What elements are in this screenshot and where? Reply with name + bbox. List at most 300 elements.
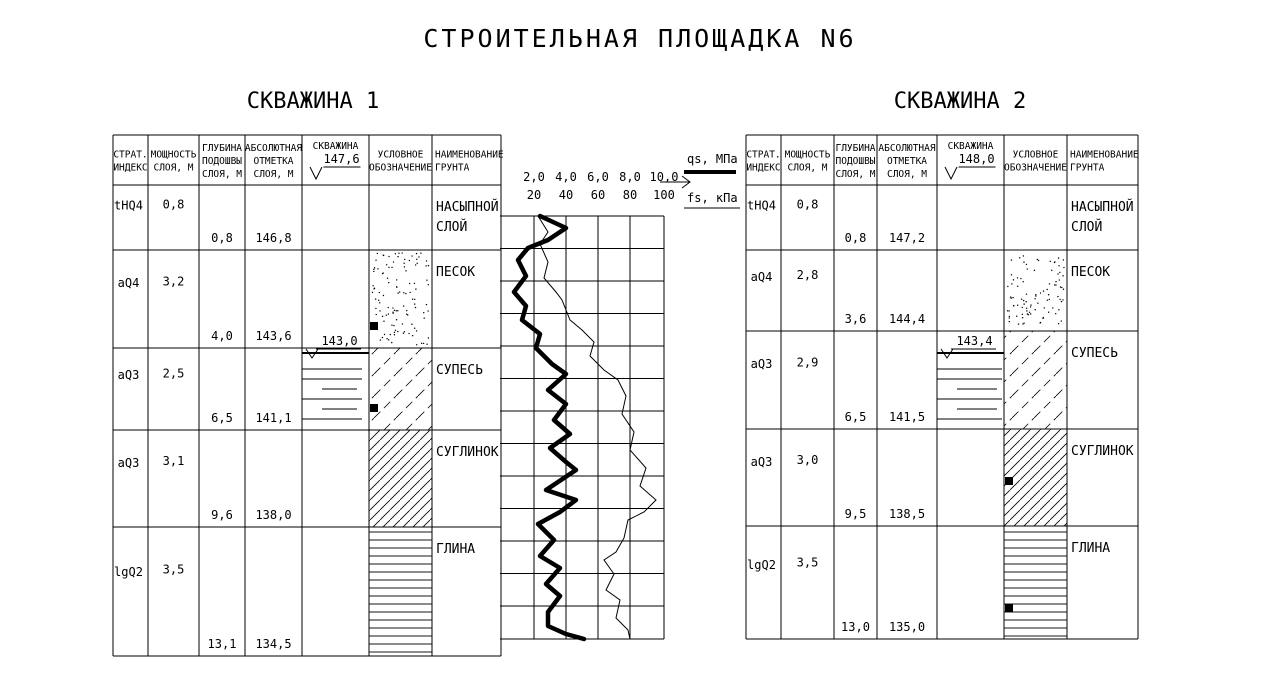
layer-bottom-depth: 6,5 — [844, 410, 867, 424]
sand-dot — [375, 298, 376, 299]
sand-dot — [397, 331, 398, 332]
sand-dot — [391, 324, 392, 325]
sand-dot — [388, 256, 389, 257]
sand-dot — [1020, 278, 1021, 279]
header-thickness: СЛОЯ, М — [787, 162, 828, 174]
sand-dot — [394, 310, 395, 311]
sand-dot — [414, 299, 415, 300]
header-thickness: МОЩНОСТЬ — [150, 149, 197, 161]
sand-dot — [387, 278, 388, 279]
sand-dot — [1061, 301, 1062, 302]
qs-tick-label: 4,0 — [555, 170, 577, 184]
sand-dot — [1061, 287, 1062, 288]
sand-dot — [1055, 284, 1056, 285]
sand-dot — [1059, 299, 1060, 300]
sand-dot — [1018, 323, 1019, 324]
sand-dot — [1026, 308, 1027, 309]
layer-bottom-elevation: 146,8 — [255, 231, 292, 245]
sand-dot — [388, 313, 389, 314]
layer-bottom-elevation: 143,6 — [255, 329, 292, 343]
soil-name: СЛОЙ — [1071, 220, 1103, 235]
sand-dot — [1043, 317, 1044, 318]
sand-dot — [405, 270, 406, 271]
sand-dot — [1016, 316, 1017, 317]
header-symbol: ОБОЗНАЧЕНИЕ — [1004, 162, 1067, 174]
strat-index: tHQ4 — [114, 198, 143, 213]
sand-dot — [393, 261, 394, 262]
soil-name: СУГЛИНОК — [436, 445, 499, 460]
sand-dot — [380, 339, 381, 340]
strat-index: tHQ4 — [747, 198, 776, 213]
layer-thickness: 3,5 — [162, 562, 185, 577]
qs-tick-label: 8,0 — [619, 170, 641, 184]
sand-dot — [1029, 312, 1030, 313]
sand-dot — [1011, 274, 1012, 275]
sand-dot — [1023, 281, 1024, 282]
header-symbol: УСЛОВНОЕ — [377, 149, 424, 161]
header-strat: СТРАТ. — [746, 149, 781, 161]
sand-dot — [1022, 317, 1023, 318]
sand-dot — [1013, 305, 1014, 306]
sand-dot — [1058, 323, 1059, 324]
sand-dot — [1007, 310, 1008, 311]
sand-dot — [396, 279, 397, 280]
sand-dot — [1026, 264, 1027, 265]
header-depth: СЛОЯ, М — [201, 169, 243, 180]
layer-thickness: 2,8 — [796, 268, 819, 283]
sand-dot — [1009, 317, 1010, 318]
fs-tick-label: 40 — [558, 188, 574, 202]
layer-thickness: 0,8 — [162, 197, 185, 212]
sand-dot — [1047, 299, 1048, 300]
wellhead-elevation: 147,6 — [323, 152, 360, 166]
header-soil: НАИМЕНОВАНИЕ — [435, 149, 504, 161]
sand-dot — [415, 307, 416, 308]
fs-tick-label: 80 — [622, 188, 638, 202]
sand-dot — [383, 255, 384, 256]
sand-dot — [1061, 320, 1062, 321]
header-symbol: ОБОЗНАЧЕНИЕ — [369, 162, 432, 174]
sand-dot — [377, 268, 378, 269]
sand-dot — [396, 319, 397, 320]
sand-pattern — [372, 252, 429, 345]
soil-name: ПЕСОК — [1071, 265, 1111, 280]
sand-dot — [404, 259, 405, 260]
sand-dot — [386, 264, 387, 265]
sand-dot — [383, 321, 384, 322]
sand-dot — [426, 304, 427, 305]
header-depth: ПОДОШВЫ — [201, 156, 243, 167]
sand-dot — [1059, 272, 1060, 273]
strat-index: aQ3 — [117, 368, 140, 383]
sand-dot — [421, 343, 422, 344]
strat-index: aQ3 — [750, 357, 773, 372]
sand-dot — [426, 260, 427, 261]
sand-dot — [372, 292, 373, 293]
fs-tick-label: 100 — [653, 188, 675, 202]
sand-dot — [426, 344, 427, 345]
sand-dot — [426, 279, 427, 280]
layer-thickness: 3,1 — [162, 453, 185, 468]
strat-index: aQ3 — [750, 454, 773, 469]
layer-bottom-depth: 0,8 — [211, 231, 233, 245]
soil-name: ГЛИНА — [436, 542, 476, 557]
sand-dot — [1023, 261, 1024, 262]
sand-dot — [414, 303, 415, 304]
borehole-title: СКВАЖИНА 1 — [246, 89, 380, 114]
strat-index: aQ3 — [117, 455, 140, 470]
header-strat: ИНДЕКС — [746, 162, 781, 174]
sand-dot — [1017, 286, 1018, 287]
sand-dot — [428, 284, 429, 285]
sand-dot — [392, 312, 393, 313]
sand-dot — [399, 291, 400, 292]
sand-dot — [1012, 297, 1013, 298]
sand-dot — [1054, 284, 1055, 285]
header-strat: СТРАТ. — [113, 149, 148, 161]
sand-dot — [1021, 299, 1022, 300]
sand-dot — [1049, 283, 1050, 284]
sand-dot — [383, 295, 384, 296]
sample-marker-icon — [370, 404, 378, 412]
layer-bottom-depth: 13,1 — [207, 637, 237, 651]
sand-dot — [377, 253, 378, 254]
sand-dot — [414, 283, 415, 284]
sand-dot — [1043, 290, 1044, 291]
strat-index: lgQ2 — [747, 557, 776, 572]
wellhead-elevation: 148,0 — [958, 152, 995, 166]
clay-pattern — [1004, 526, 1067, 639]
header-soil: НАИМЕНОВАНИЕ — [1070, 149, 1139, 161]
sand-dot — [393, 325, 394, 326]
sand-dot — [1048, 312, 1049, 313]
layer-bottom-elevation: 141,5 — [888, 410, 926, 424]
sand-dot — [378, 300, 379, 301]
sand-dot — [1037, 302, 1038, 303]
sand-dot — [1054, 262, 1055, 263]
layer-bottom-depth: 3,6 — [844, 312, 867, 326]
water-level-elevation: 143,4 — [956, 334, 993, 348]
qs-tick-label: 6,0 — [587, 170, 609, 184]
sand-dot — [1009, 316, 1010, 317]
sand-dot — [392, 307, 393, 308]
layer-bottom-elevation: 147,2 — [888, 231, 926, 245]
sandyloam-pattern — [369, 348, 432, 430]
sand-dot — [398, 252, 399, 253]
sand-dot — [1049, 299, 1050, 300]
wellhead-triangle-icon — [945, 167, 957, 179]
sand-dot — [391, 342, 392, 343]
sand-dot — [423, 312, 424, 313]
page-title: СТРОИТЕЛЬНАЯ ПЛОЩАДКА N6 — [423, 24, 857, 53]
layer-thickness: 0,8 — [796, 197, 819, 212]
sand-dot — [415, 264, 416, 265]
loam-pattern — [1004, 429, 1067, 526]
layer-bottom-elevation: 134,5 — [255, 637, 292, 651]
header-soil: ГРУНТА — [435, 162, 470, 174]
sand-dot — [403, 292, 404, 293]
layer-thickness: 3,0 — [796, 452, 819, 467]
header-elevation: АБСОЛЮТНАЯ — [878, 143, 936, 154]
fs-tick-label: 60 — [590, 188, 606, 202]
sand-dot — [375, 314, 376, 315]
qs-cone-resistance-curve — [514, 216, 584, 639]
header-well: СКВАЖИНА — [947, 141, 994, 152]
sand-dot — [411, 255, 412, 256]
header-elevation: ОТМЕТКА — [253, 156, 294, 167]
sample-marker-icon — [370, 322, 378, 330]
sand-dot — [1038, 260, 1039, 261]
header-elevation: СЛОЯ, М — [253, 169, 294, 180]
sand-dot — [1063, 289, 1064, 290]
sand-dot — [379, 302, 380, 303]
sand-dot — [1058, 265, 1059, 266]
sand-dot — [425, 265, 426, 266]
sand-dot — [1009, 321, 1010, 322]
header-symbol: УСЛОВНОЕ — [1012, 149, 1059, 161]
sand-dot — [416, 263, 417, 264]
sand-dot — [388, 282, 389, 283]
sand-dot — [420, 252, 421, 253]
sand-dot — [397, 256, 398, 257]
sand-pattern — [1007, 255, 1065, 325]
sand-dot — [406, 314, 407, 315]
qs-tick-label: 2,0 — [523, 170, 545, 184]
sand-dot — [1063, 267, 1064, 268]
strat-index: lgQ2 — [114, 565, 143, 580]
sand-dot — [375, 308, 376, 309]
sand-dot — [1008, 310, 1009, 311]
sand-dot — [408, 333, 409, 334]
layer-bottom-depth: 9,6 — [211, 508, 233, 522]
sand-dot — [409, 283, 410, 284]
sand-dot — [1023, 300, 1024, 301]
soil-name: СУГЛИНОК — [1071, 444, 1134, 459]
borehole-1-log — [113, 89, 504, 656]
sand-dot — [373, 288, 374, 289]
sand-dot — [1050, 261, 1051, 262]
sample-marker-icon — [1005, 604, 1013, 612]
sand-dot — [1048, 294, 1049, 295]
sand-dot — [388, 339, 389, 340]
sand-dot — [415, 288, 416, 289]
sand-dot — [414, 328, 415, 329]
header-elevation: АБСОЛЮТНАЯ — [244, 143, 303, 154]
sand-dot — [427, 310, 428, 311]
sand-dot — [1013, 279, 1014, 280]
header-elevation: СЛОЯ, М — [886, 169, 928, 180]
sand-dot — [1030, 306, 1031, 307]
layer-bottom-elevation: 144,4 — [888, 312, 926, 326]
sand-dot — [403, 333, 404, 334]
sand-dot — [1022, 323, 1023, 324]
sand-dot — [396, 286, 397, 287]
wellhead-triangle-icon — [310, 167, 322, 179]
sand-dot — [1034, 298, 1035, 299]
sand-dot — [382, 316, 383, 317]
sand-dot — [1007, 286, 1008, 287]
sand-dot — [1060, 286, 1061, 287]
sand-dot — [395, 253, 396, 254]
layer-bottom-elevation: 135,0 — [888, 620, 926, 634]
sand-dot — [428, 265, 429, 266]
sand-dot — [1025, 301, 1026, 302]
sand-dot — [1062, 299, 1063, 300]
sand-dot — [1017, 277, 1018, 278]
layer-thickness: 3,5 — [796, 555, 819, 570]
sand-dot — [390, 334, 391, 335]
sand-dot — [1037, 259, 1038, 260]
sand-dot — [397, 310, 398, 311]
sand-dot — [1062, 275, 1063, 276]
sand-dot — [1044, 307, 1045, 308]
sand-dot — [416, 259, 417, 260]
sand-dot — [1034, 270, 1035, 271]
sand-dot — [1034, 309, 1035, 310]
sand-dot — [416, 253, 417, 254]
soil-name: ПЕСОК — [436, 265, 476, 280]
sand-dot — [416, 330, 417, 331]
sand-dot — [373, 271, 374, 272]
sand-dot — [388, 307, 389, 308]
sand-dot — [1058, 309, 1059, 310]
sample-marker-icon — [1005, 477, 1013, 485]
soil-name: СУПЕСЬ — [1071, 346, 1118, 361]
header-depth: ПОДОШВЫ — [835, 156, 876, 167]
sand-dot — [1040, 292, 1041, 293]
sand-dot — [428, 337, 429, 338]
sand-dot — [394, 332, 395, 333]
sand-dot — [374, 267, 375, 268]
sand-dot — [424, 318, 425, 319]
header-elevation: ОТМЕТКА — [886, 156, 928, 167]
sand-dot — [373, 269, 374, 270]
sand-dot — [1011, 259, 1012, 260]
sand-dot — [423, 343, 424, 344]
sand-dot — [1030, 313, 1031, 314]
sand-dot — [386, 338, 387, 339]
sandyloam-pattern — [1004, 331, 1067, 429]
sand-dot — [412, 299, 413, 300]
qs-tick-label: 10,0 — [649, 170, 679, 184]
soil-name: ГЛИНА — [1071, 541, 1111, 556]
clay-pattern — [369, 527, 432, 656]
header-soil: ГРУНТА — [1070, 162, 1105, 174]
sand-dot — [394, 334, 395, 335]
borehole-2-log — [746, 89, 1139, 639]
header-depth: ГЛУБИНА — [201, 143, 243, 154]
sand-dot — [1035, 295, 1036, 296]
sand-dot — [1052, 307, 1053, 308]
sand-dot — [1059, 279, 1060, 280]
layer-thickness: 3,2 — [162, 274, 185, 289]
sand-dot — [403, 263, 404, 264]
layer-thickness: 2,9 — [796, 355, 819, 370]
soil-name: НАСЫПНОЙ — [1071, 200, 1134, 215]
sand-dot — [1030, 304, 1031, 305]
fs-axis-label: fs, кПа — [687, 191, 738, 205]
sand-dot — [1055, 313, 1056, 314]
qs-axis-label: qs, МПа — [687, 152, 738, 166]
sand-dot — [384, 334, 385, 335]
sand-dot — [1017, 305, 1018, 306]
sand-dot — [411, 324, 412, 325]
layer-bottom-depth: 6,5 — [211, 411, 233, 425]
soil-name: СЛОЙ — [436, 220, 468, 235]
cpt-penetration-chart — [500, 152, 740, 639]
sand-dot — [1026, 293, 1027, 294]
header-thickness: СЛОЯ, М — [153, 162, 194, 174]
soil-name: НАСЫПНОЙ — [436, 200, 499, 215]
sand-dot — [1022, 307, 1023, 308]
sand-dot — [1023, 303, 1024, 304]
sand-dot — [1057, 273, 1058, 274]
strat-index: aQ4 — [117, 276, 140, 291]
sand-dot — [418, 256, 419, 257]
sand-dot — [409, 292, 410, 293]
sand-dot — [1023, 255, 1024, 256]
sand-dot — [382, 337, 383, 338]
borehole-title: СКВАЖИНА 2 — [893, 89, 1027, 114]
sand-dot — [409, 260, 410, 261]
sand-dot — [404, 266, 405, 267]
strat-index: aQ4 — [750, 269, 773, 284]
sand-dot — [1046, 289, 1047, 290]
sand-dot — [1040, 322, 1041, 323]
layer-thickness: 2,5 — [162, 366, 185, 381]
sand-dot — [401, 252, 402, 253]
sand-dot — [382, 273, 383, 274]
header-strat: ИНДЕКС — [113, 162, 148, 174]
sand-dot — [1027, 268, 1028, 269]
sand-dot — [1011, 283, 1012, 284]
sand-dot — [403, 305, 404, 306]
sand-dot — [405, 293, 406, 294]
sand-dot — [1019, 257, 1020, 258]
layer-bottom-depth: 13,0 — [841, 620, 870, 634]
header-depth: ГЛУБИНА — [835, 143, 876, 154]
sand-dot — [1026, 310, 1027, 311]
layer-bottom-elevation: 138,5 — [888, 507, 926, 521]
sand-dot — [1058, 257, 1059, 258]
header-thickness: МОЩНОСТЬ — [784, 149, 831, 161]
sand-dot — [388, 267, 389, 268]
sand-dot — [396, 310, 397, 311]
header-well: СКВАЖИНА — [312, 141, 359, 152]
sand-dot — [379, 310, 380, 311]
sand-dot — [395, 330, 396, 331]
sand-dot — [402, 323, 403, 324]
loam-pattern — [369, 430, 432, 527]
sand-dot — [386, 314, 387, 315]
sand-dot — [1022, 314, 1023, 315]
sand-dot — [1051, 270, 1052, 271]
sand-dot — [391, 267, 392, 268]
sand-dot — [1055, 281, 1056, 282]
sand-dot — [375, 260, 376, 261]
sand-dot — [416, 344, 417, 345]
soil-name: СУПЕСЬ — [436, 363, 483, 378]
sand-dot — [412, 335, 413, 336]
sand-dot — [372, 285, 373, 286]
layer-bottom-depth: 0,8 — [844, 231, 867, 245]
sand-dot — [1028, 314, 1029, 315]
fs-tick-label: 20 — [526, 188, 542, 202]
water-level-elevation: 143,0 — [321, 334, 358, 348]
sand-dot — [1035, 294, 1036, 295]
sand-dot — [1063, 259, 1064, 260]
sand-dot — [406, 310, 407, 311]
